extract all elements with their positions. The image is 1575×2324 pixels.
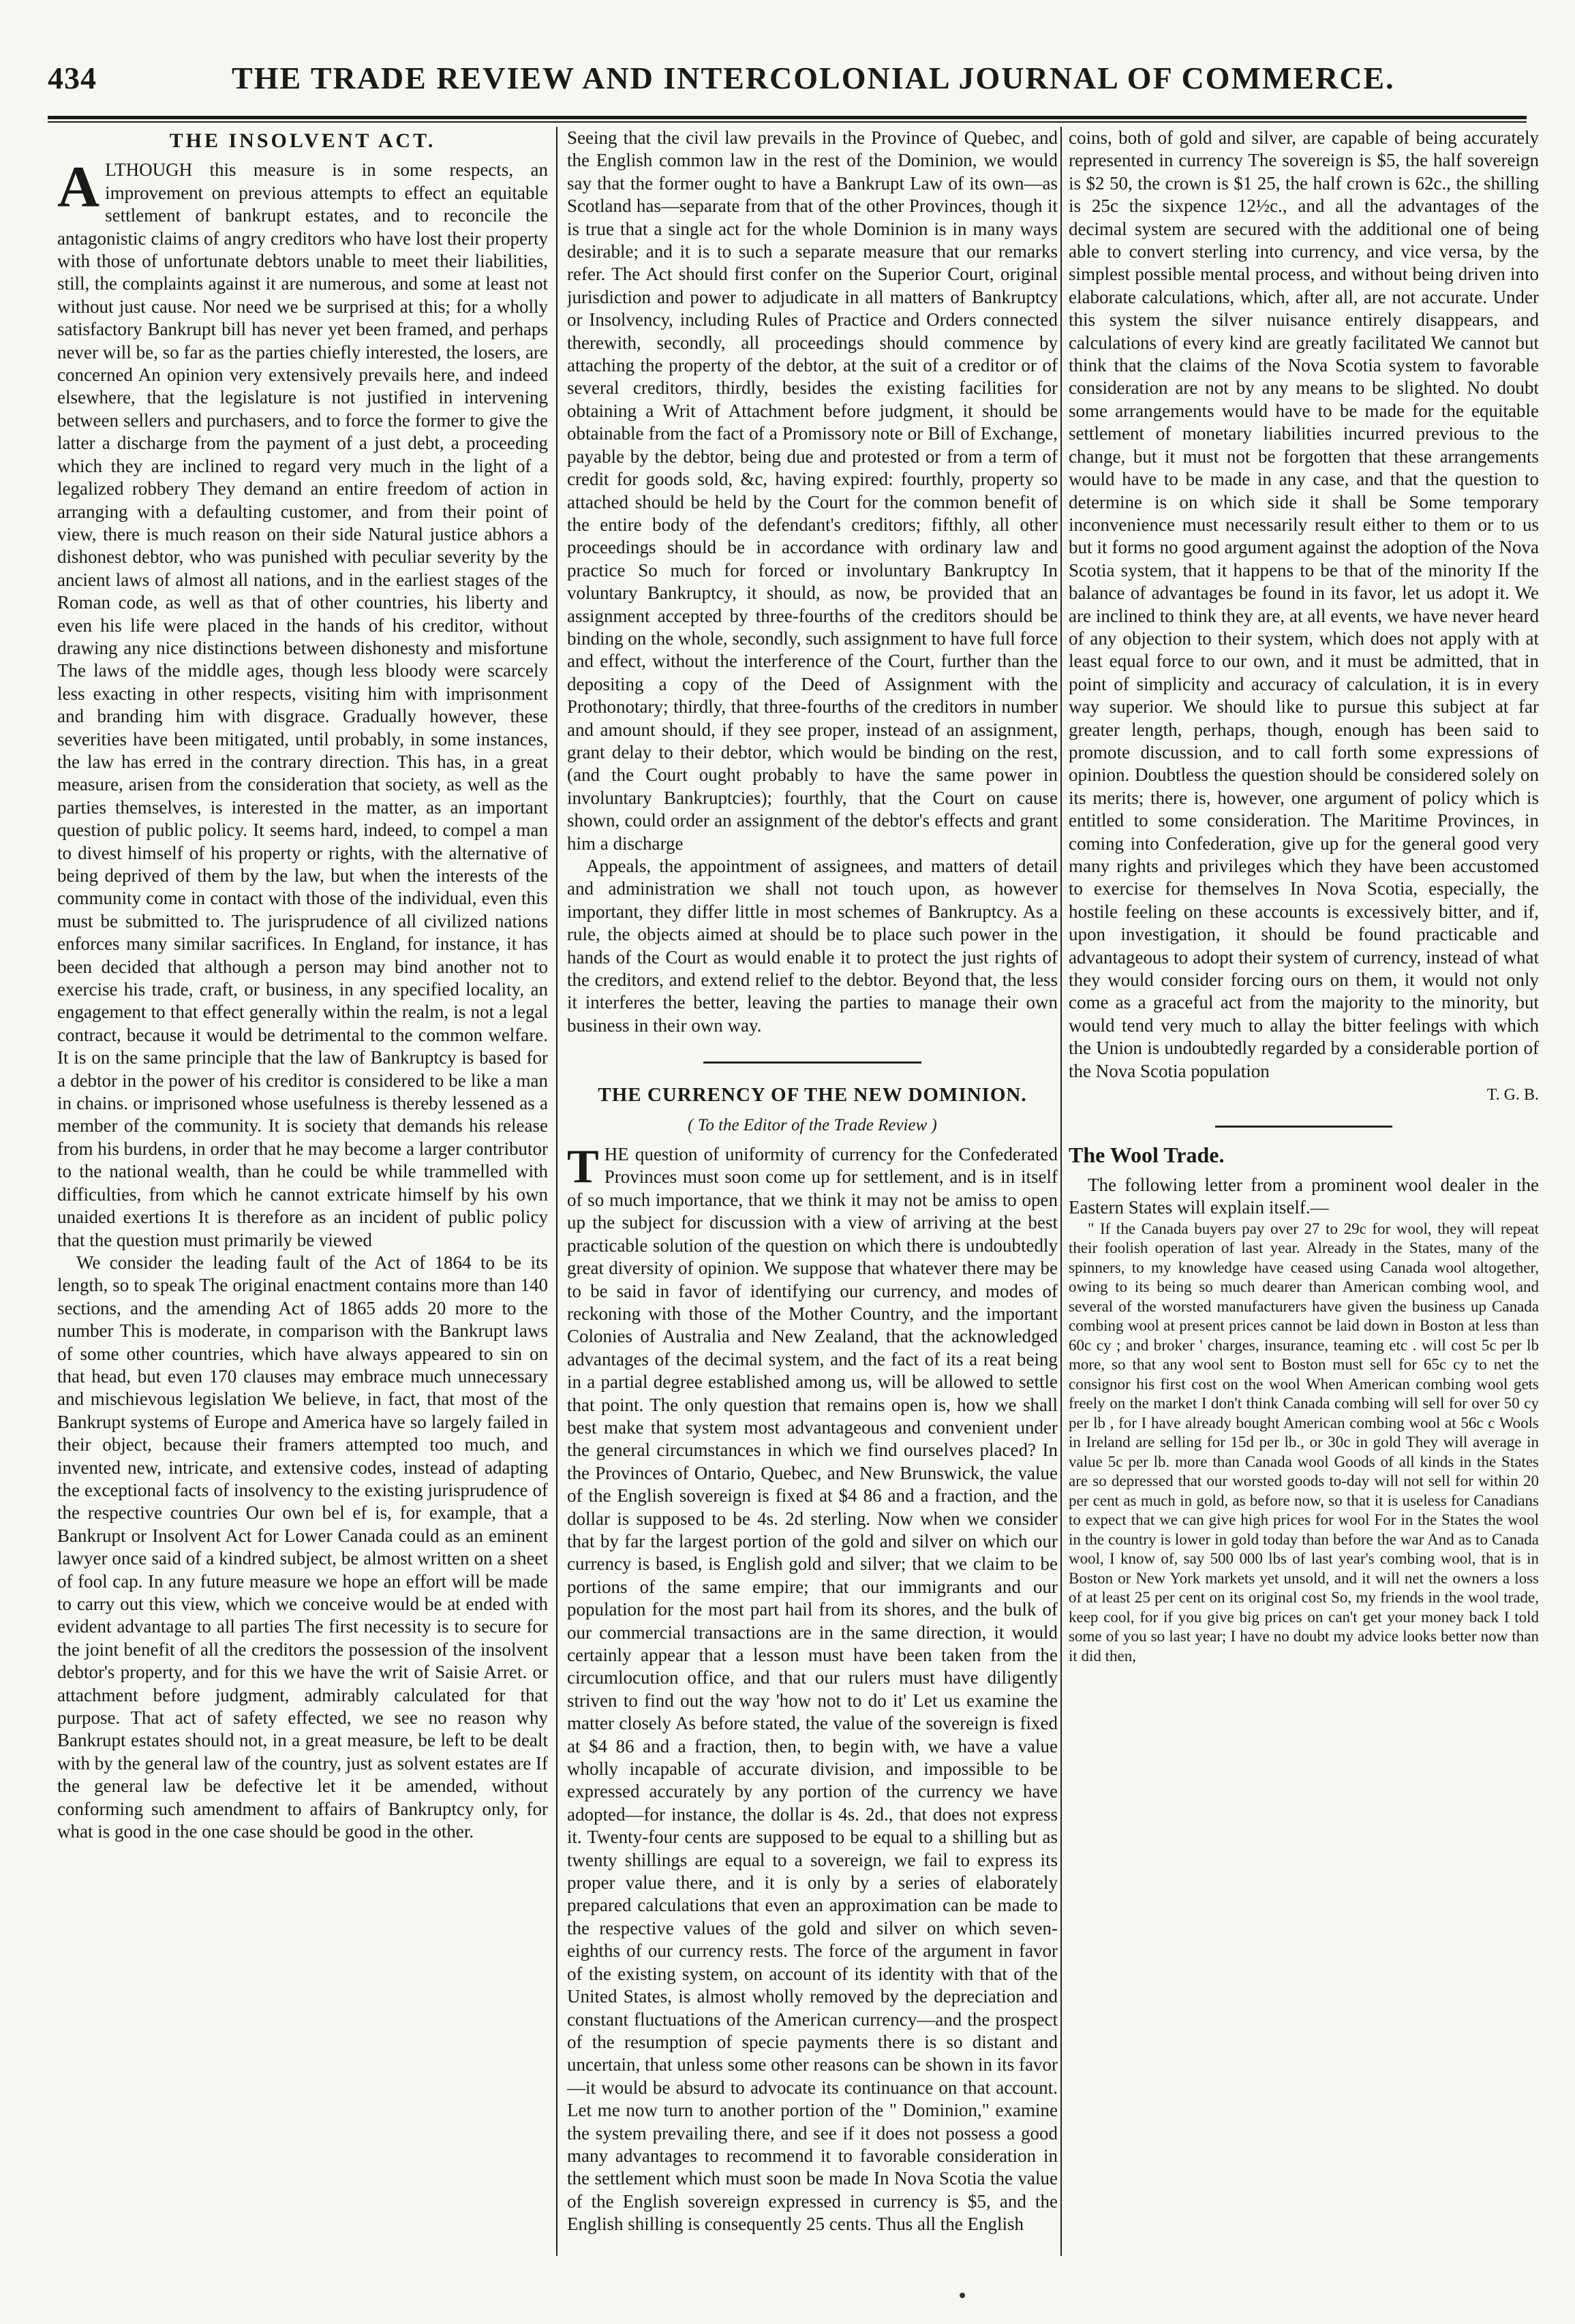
insolvent-act-paragraph-2: We consider the leading fault of the Act of 1864 to be its length, so to speak The original enactment contains more than 140 sections, and the amending Act of 1865 adds 20 more to the number This is moderate, in comparison with the Bankrupt laws of some other countries, which have always appeared to sin on that head, but even 170 clauses may embrace much unnecessary and mischievous legislation We believe, in fact, that most of the Bankrupt systems of Europe and America have so largely failed in their object, because their framers attempted too much, and invented new, intricate, and extensive codes, instead of adapting the exceptional facts of insolvency to the existing jurisprudence of the respective countries Our own bel ef is, for example, that a Bankrupt or Insolvent Act for Lower Canada could as an eminent lawyer once said of a kindred subject, be almost written on a sheet of fool cap. In any future measure we hope an effort will be made to carry out this view, which we conceive would be at ended with evident advantage to all parties The first necessity is to secure for the joint benefit of all the creditors the possession of the insolvent debtor's property, and for this we have the writ of Saisie Arret. or attachment before judgment, admirably calculated for that purpose. That act of safety effected, we see no reason why Bankrupt estates should not, in a great measure, be left to be dealt with by the general law of the country, just as solvent estates are If the general law be defective let it be amended, without conforming such amendment to affairs of Bankruptcy only, for what is good in the one case should be good in the other. [57,1252,548,1842]
column-divider-1 [556,127,557,2256]
column-2 [567,127,1058,2256]
article-divider [1215,1126,1392,1128]
insolvent-act-paragraph-4: Appeals, the appointment of assignees, and matters of detail and administration we shall not touch upon, as however important, they differ little in most schemes of Bankruptcy. As a rule, the objects aimed at should be to place such power in the hands of the Court as would enable it to protect the just rights of the creditors, and extend relief to the debtor. Beyond that, the less it interferes the better, leaving the parties to manage their own business in their own way. [567,856,1058,1036]
wool-trade-intro: The following letter from a prominent wool dealer in the Eastern States will explain itself.— [1069,1174,1539,1218]
paragraph-text: HE question of uniformity of currency for the Confederated Provinces must soon come up for settlement, and is in itself of so much importance, that we think it may not be amiss to open up the subject for discussion with a view of arriving at the best practicable solution of the question on which there is undoubtedly great diversity of opinion. We suppose that whatever there may be to be said in favor of identifying our currency, and modes of reckoning with those of the Mother Country, and the important Colonies of Australia and New Zealand, that the acknowledged advantages of the decimal system, and the fact of its a reat being in a partial degree established among us, will be allowed to settle that point. The only question that remains open is, how we shall best make that system most advantageous and convenient under the general circumstances in which we find ourselves placed? In the Provinces of Ontario, Quebec, and New Brunswick, the value of the English sovereign is fixed at $4 86 and a fraction, and the dollar is supposed to be 4s. 2d sterling. Now when we consider that by far the largest portion of the gold and silver on which our currency is based, is English gold and silver; that we claim to be portions of the same empire; that our immigrants and our population for the most part hail from its shores, and the bulk of our commercial transactions are in the same direction, it would certainly appear that a lesson must have been taken from the circumlocution office, and that our rulers must have diligently striven to find out the way 'how not to do it' Let us examine the matter closely As before stated, the value of the sovereign is fixed at $4 86 and a fraction, then, to begin with, we have a value wholly incapable of accurate division, and impossible to be expressed accurately by any portion of the currency we have adopted—for instance, the dollar is 4s. 2d., that does not express it. Twenty-four cents are supposed to be equal to a shilling but as twenty shillings are equal to a sovereign, we fail to express its proper value there, and it is only by a series of elaborately prepared calculations that even an approximation can be made to the respective values of the gold and silver on which seven-eighths of our currency rests. The force of the argument in favor of the existing system, on account of its identity with that of the United States, is almost wholly removed by the depreciation and constant fluctuations of the American currency—and the prospect of the resumption of specie payments there is so distant and uncertain, that unless some other reasons can be shown in its favor—it would be absurd to advocate its continuance on that account. Let me now turn to another portion of the " Dominion," examine the system prevailing there, and see if it does not possess a good many advantages to recommend it to favorable consideration in the settlement which must soon be made In Nova Scotia the value of the English sovereign expressed in currency is $5, and the English shilling is consequently 25 cents. Thus all the English [567,1144,1058,2235]
currency-paragraph-continued: coins, both of gold and silver, are capable of being accurately represented in currency The sovereign is $5, the half sovereign is $2 50, the crown is $1 25, the half crown is 62c., the shilling is 25c the sixpence 12½c., and all the advantages of the decimal system are secured with the additional one of being able to convert sterling into currency, and vice versa, by the simplest possible mental process, and without being driven into elaborate calculations, which, after all, are not accurate. Under this system the silver nuisance entirely disappears, and calculations of every kind are greatly facilitated We cannot but think that the claims of the Nova Scotia system to favorable consideration are not by any means to be slighted. No doubt some arrangements would have to be made for the equitable settlement of monetary liabilities incurred previous to the change, but it must not be forgotten that these arrangements would have to be made in any case, and that the question to determine is on which side it shall be Some temporary inconvenience must necessarily result either to them or to us but it forms no good argument against the adoption of the Nova Scotia system, that it happens to be that of the minority If the balance of advantages be found in its favor, let us adopt it. We are inclined to think they are, at all events, we have never heard of any objection to their system, which does not apply with at least equal force to our own, and it must be admitted, that in point of simplicity and accuracy of calculation, it is in every way superior. We should like to pursue this subject at far greater length, perhaps, though, enough has been said to promote discussion, and to call forth some expressions of opinion. Doubtless the question should be considered solely on its merits; there is, however, one argument of policy which is entitled to some consideration. The Maritime Provinces, in coming into Confederation, give up for the general good very many rights and privileges which they have been accustomed to exercise for themselves In Nova Scotia, especially, the hostile feeling on these accounts is excessively bitter, and if, upon investigation, it should be found practicable and advantageous to adopt their system of currency, instead of what they would consider forcing ours on them, it would not only come as a graceful act from the majority to the minority, but would tend very much to allay the bitter feelings with which the Union is undoubtedly regarded by a considerable portion of the Nova Scotia population [1069,127,1539,1081]
drop-cap: T [567,1141,599,1194]
masthead-rule [48,116,1527,119]
paragraph-text: LTHOUGH this measure is in some respects, an improvement on previous attempts to effect an equitable settlement of bankrupt estates, and to reconcile the antagonistic claims of angry creditors who have lost their property with those of unfortunate debtors unable to meet their liabilities, still, the complaints against it are numerous, and some at least not without just cause. Nor need we be surprised at this; for a wholly satisfactory Bankrupt bill has never yet been framed, and perhaps never will be, so far as the parties chiefly interested, the losers, are concerned An opinion very extensively prevails here, and indeed elsewhere, that the legislature is not justified in intervening between sellers and purchasers, and to force the former to give the latter a discharge from the payment of a just debt, a proceeding which they are inclined to regard very much in the light of a legalized robbery They demand an entire freedom of action in arranging with a defaulting customer, and from their point of view, there is much reason on their side Natural justice abhors a dishonest debtor, who was punished with peculiar severity by the ancient laws of almost all nations, and in the earliest stages of the Roman code, as well as that of other countries, his liberty and even his life were placed in the hands of his creditor, without drawing any nice distinctions between dishonesty and misfortune The laws of the middle ages, though less bloody were scarcely less exacting in other respects, visiting him with imprisonment and branding him with disgrace. Gradually however, these severities have been mitigated, until probably, in some instances, the law has erred in the contrary direction. This has, in a great measure, arisen from the consideration that society, as well as the parties themselves, is interested in the matter, as an important question of public policy. It seems hard, indeed, to compel a man to divest himself of his property or rights, with the alternative of being deprived of them by the law, but when the interests of the community come in contact with those of the individual, even this must be submitted to. The jurisprudence of all civilized nations enforces many similar sacrifices. In England, for instance, it has been decided that although a person may bind another not to exercise his trade, craft, or business, in any specified locality, an engagement to that effect generally within the realm, is not a legal contract, because it would be detrimental to the common welfare. It is on the same principle that the law of Bankruptcy is based for a debtor in the power of his creditor is considered to be like a man in chains. or imprisoned whose usefulness is thereby lessened as a member of the community. It is society that demands his release from his burdens, in order that he may become a larger contributor to the national wealth, than he could be while trammelled with difficulties, from which he cannot extricate himself by his own unaided exertions It is therefore as an incident of public policy that the question must primarily be viewed [57,159,548,1250]
currency-signature: T. G. B. [1486,1086,1539,1104]
column-divider-2 [1060,127,1062,2256]
masthead-rule-thin [48,121,1527,123]
drop-cap: A [57,154,100,220]
article-divider [703,1062,921,1064]
insolvent-act-heading: THE INSOLVENT ACT. [169,129,436,152]
wool-trade-heading: The Wool Trade. [1069,1143,1225,1168]
journal-title: THE TRADE REVIEW AND INTERCOLONIAL JOURNAL OF COMMERCE. [232,61,1395,95]
currency-paragraph-1 [567,1143,1058,2236]
page-number: 434 [48,61,97,95]
currency-heading: THE CURRENCY OF THE NEW DOMINION. [598,1084,1027,1106]
currency-subheading: ( To the Editor of the Trade Review ) [688,1115,937,1134]
insolvent-act-paragraph-3: Seeing that the civil law prevails in the Province of Quebec, and the English common law in the rest of the Dominion, we would say that the former ought to have a Bankrupt Law of its own—as Scotland has—separate from that of the other Provinces, though it is true that a single act for the whole Dominion is in many ways desirable; and it is to such a separate measure that our remarks refer. The Act should first confer on the Superior Court, original jurisdiction and power to adjudicate in all matters of Bankruptcy or Insolvency, including Rules of Practice and Orders connected therewith, secondly, all proceedings should commence by attaching the property of the debtor, at the suit of a creditor or of several creditors, thirdly, besides the existing facilities for obtaining a Writ of Attachment before judgment, it should be obtainable from the fact of a Promissory note or Bill of Exchange, payable by the debtor, being due and protested or from a term of credit for goods sold, &c, having expired: fourthly, property so attached should be held by the Court for the common benefit of the entire body of the defendant's creditors; fifthly, all other proceedings should be in accordance with ordinary law and practice So much for forced or involuntary Bankruptcy In voluntary Bankruptcy, it should, as now, be provided that an assignment accepted by three-fourths of the creditors should be binding on the whole, secondly, such assignment to have full force and effect, without the interference of the Court, further than the depositing a copy of the Deed of Assignment with the Prothonotary; thirdly, that three-fourths of the creditors in number and amount should, if they see proper, instead of an assignment, grant delay to their debtor, which would be binding on the rest, (and the Court ought probably to have the same power in involuntary Bankruptcies); fourthly, that the Court on cause shown, could order an assignment of the debtor's effects and grant him a discharge [567,127,1058,854]
masthead [48,60,1527,109]
insolvent-act-paragraph-1 [57,154,548,1252]
page-mark [960,2293,965,2298]
column-1 [57,127,548,2256]
wool-trade-letter: " If the Canada buyers pay over 27 to 29c for wool, they will repeat their foolish operation of last year. Already in the States, many of the spinners, to my knowledge have ceased using Canada wool altogether, owing to its being so much dearer than American combing wool, and several of the worsted manufacturers have given the business up Canada combing wool at present prices cannot be laid down in Boston at less than 60c cy ; and broker ' charges, insurance, teaming etc . will cost 5c per lb more, so that any wool sent to Boston must sell for 65c cy to net the consignor his first cost on the wool When American combing wool gets freely on the market I don't think Canada combing will sell for over 50 cy per lb , for I have already bought American combing wool at 56c c Wools in Ireland are selling for 15d per lb., or 30c in gold They will average in value 5c per lb. more than Canada wool Goods of all kinds in the States are so depressed that our worsted goods to-day will not sell for within 20 per cent as much in gold, as before now, so that it is useless for Canadians to expect that we can give high prices for wool For in the States the wool in the country is lower in gold today than before the war And as to Canada wool, I know of, say 500 000 lbs of last year's combing wool, that is in Boston or New York markets yet unsold, and it will net the owners a loss of at least 25 per cent on its original cost So, my friends in the wool trade, keep cool, for if you give big prices on can't get your money back I told some of you so last year; I have no doubt my advice looks better now than it did then, [1069,1220,1539,1664]
column-3 [1069,127,1539,2256]
